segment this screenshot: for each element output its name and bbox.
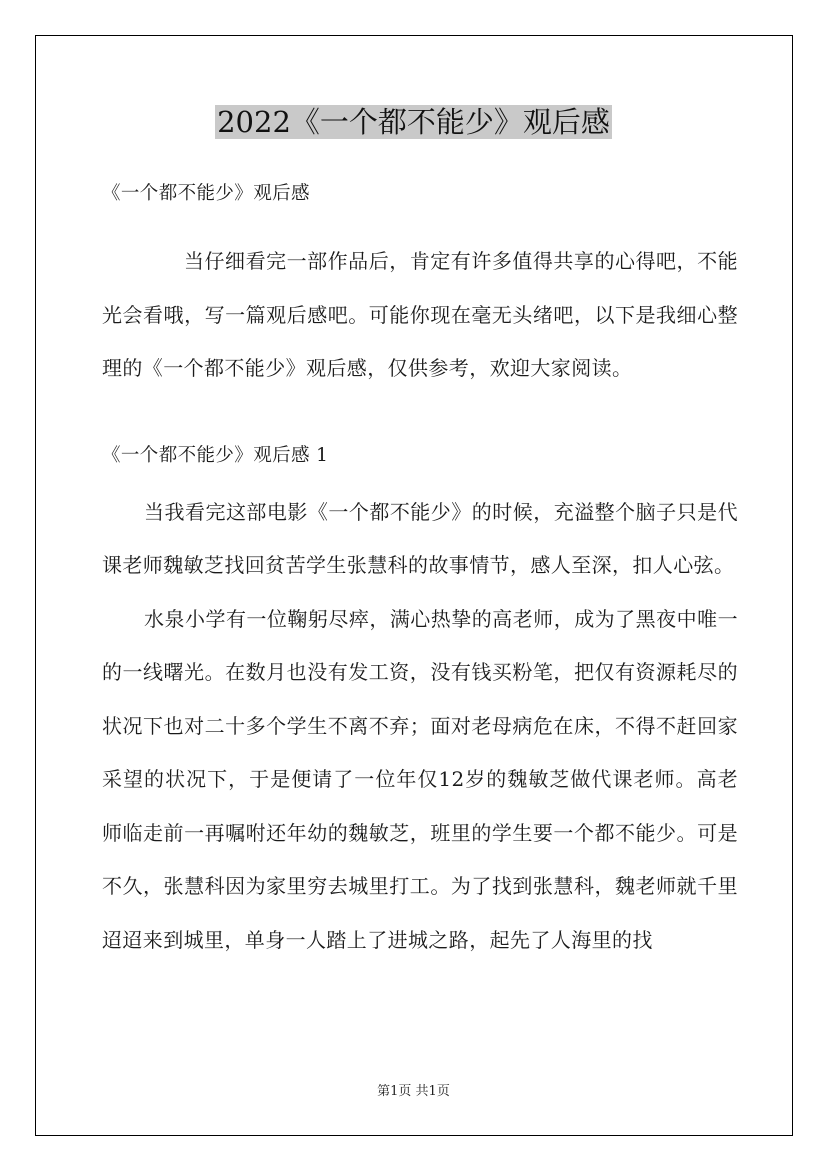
body-paragraph-2: 水泉小学有一位鞠躬尽瘁，满心热挚的高老师，成为了黑夜中唯一的一线曙光。在数月也没有发工资，没有钱买粉笔，把仅有资源耗尽的状况下也对二十多个学生不离不弃；面对老母病危在床，不得不赶回家采望的状况下，于是便请了一位年仅12岁的魏敏芝做代课老师。高老师临走前一再嘱咐还年幼的魏敏芝，班里的学生要一个都不能少。可是不久，张慧科因为家里穷去城里打工。为了找到张慧科，魏老师就千里迢迢来到城里，单身一人踏上了进城之路，起先了人海里的找 bbox=[102, 606, 738, 952]
section-heading: 《一个都不能少》观后感 1 bbox=[102, 444, 329, 466]
page-number: 第1页 共1页 bbox=[377, 1084, 450, 1099]
page-footer bbox=[0, 1082, 827, 1102]
document-body bbox=[102, 176, 738, 967]
intro-paragraph: 当仔细看完一部作品后，肯定有许多值得共享的心得吧，不能光会看哦，写一篇观后感吧。可能你现在毫无头绪吧，以下是我细心整理的《一个都不能少》观后感，仅供参考，欢迎大家阅读。 bbox=[102, 249, 738, 380]
document-title bbox=[0, 100, 827, 144]
document-subtitle: 《一个都不能少》观后感 bbox=[102, 183, 310, 204]
document-title-text: 2022《一个都不能少》观后感 bbox=[217, 105, 610, 139]
body-paragraph-1: 当我看完这部电影《一个都不能少》的时候，充溢整个脑子只是代课老师魏敏芝找回贫苦学生张慧科的故事情节，感人至深，扣人心弦。 bbox=[102, 499, 738, 577]
